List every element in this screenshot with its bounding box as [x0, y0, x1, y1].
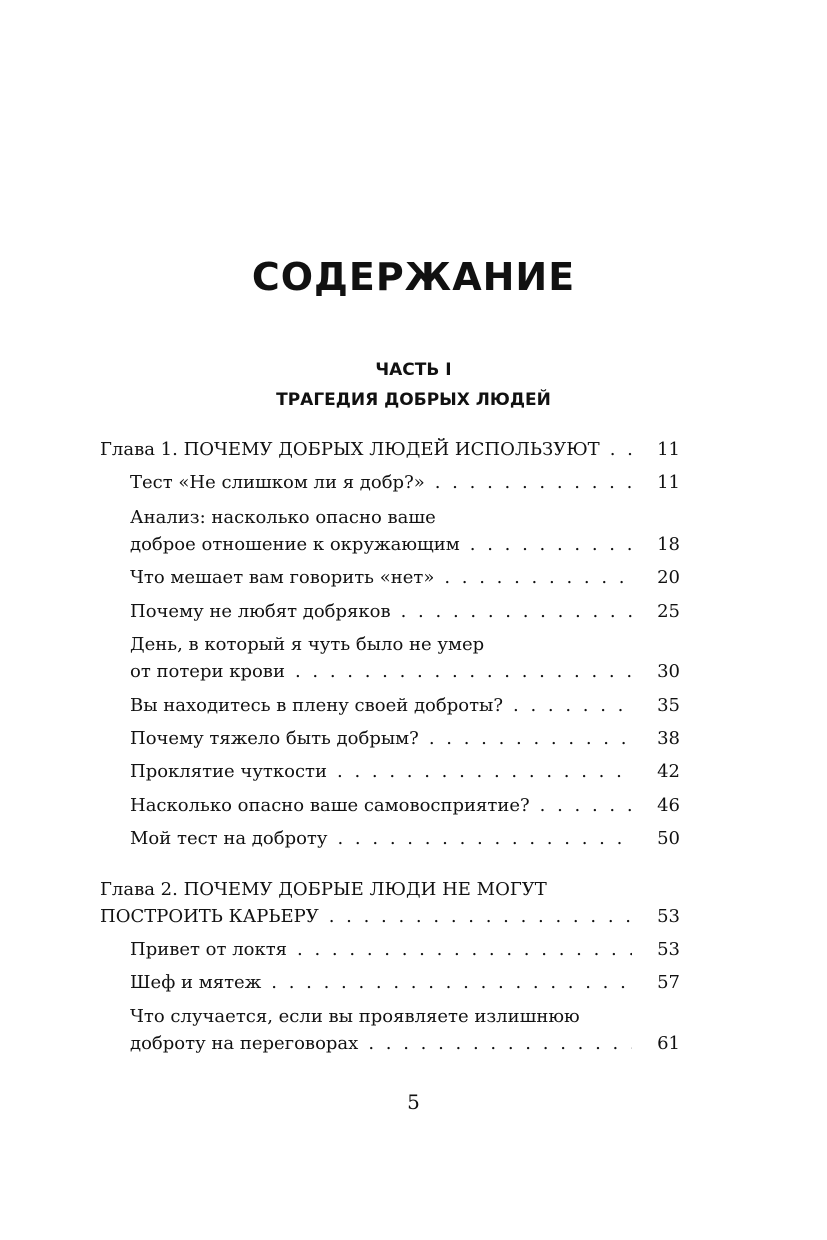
- dot-leader: [295, 657, 632, 687]
- toc-page-number: 18: [657, 534, 680, 555]
- toc-page-number: 38: [657, 728, 680, 749]
- toc-entry[interactable]: [130, 791, 680, 821]
- toc-page-number: 35: [657, 695, 680, 716]
- toc-entry-title: Почему тяжело быть добрым?: [130, 728, 419, 749]
- toc-chapter-2[interactable]: [100, 902, 680, 932]
- dot-leader: [610, 435, 632, 465]
- toc-entry-title: Анализ: насколько опасно ваше: [130, 507, 436, 528]
- toc-entry-title: Глава 1. ПОЧЕМУ ДОБРЫХ ЛЮДЕЙ ИСПОЛЬЗУЮТ: [100, 439, 600, 460]
- toc-entry-title: Что случается, если вы проявляете излишнюю: [130, 1006, 580, 1027]
- dot-leader: [444, 563, 632, 593]
- toc-entry[interactable]: [130, 935, 680, 965]
- toc-page-number: 11: [657, 439, 680, 460]
- toc-entry-title: Мой тест на доброту: [130, 828, 328, 849]
- toc-entry-title: доброту на переговорах: [130, 1033, 359, 1054]
- toc-entry-title: Проклятие чуткости: [130, 761, 327, 782]
- toc-entry-title: Привет от локтя: [130, 939, 288, 960]
- toc-page-number: 57: [657, 972, 680, 993]
- page-number: 5: [407, 1090, 420, 1114]
- toc-entry-title: Вы находитесь в плену своей доброты?: [130, 695, 504, 716]
- toc-page-number: 11: [657, 472, 680, 493]
- dot-leader: [329, 902, 632, 932]
- dot-leader: [337, 757, 632, 787]
- dot-leader: [513, 691, 632, 721]
- toc-chapter-2-line-1[interactable]: [100, 875, 680, 905]
- toc-entry[interactable]: [130, 657, 680, 687]
- dot-leader: [540, 791, 632, 821]
- dot-leader: [401, 597, 632, 627]
- toc-entry-line-1[interactable]: [130, 630, 680, 660]
- toc-entry[interactable]: [130, 597, 680, 627]
- toc-page-number: 53: [657, 939, 680, 960]
- toc-entry[interactable]: [130, 757, 680, 787]
- part-title: ТРАГЕДИЯ ДОБРЫХ ЛЮДЕЙ: [276, 390, 551, 410]
- toc-entry[interactable]: [130, 563, 680, 593]
- toc-page-number: 50: [657, 828, 680, 849]
- dot-leader: [368, 1029, 632, 1059]
- toc-page-number: 30: [657, 661, 680, 682]
- toc-entry[interactable]: [130, 468, 680, 498]
- toc-entry-title: Насколько опасно ваше самовосприятие?: [130, 795, 530, 816]
- toc-entry-line-1[interactable]: [130, 503, 680, 533]
- dot-leader: [337, 824, 632, 854]
- toc-entry-title: Шеф и мятеж: [130, 972, 262, 993]
- toc-entry-title: Тест «Не слишком ли я добр?»: [130, 472, 425, 493]
- toc-entry-title: Глава 2. ПОЧЕМУ ДОБРЫЕ ЛЮДИ НЕ МОГУТ: [100, 879, 547, 900]
- toc-entry-title: ПОСТРОИТЬ КАРЬЕРУ: [100, 906, 319, 927]
- toc-entry[interactable]: [130, 691, 680, 721]
- toc-entry[interactable]: [130, 724, 680, 754]
- part-label: ЧАСТЬ I: [375, 360, 452, 380]
- toc-entry-title: от потери крови: [130, 661, 285, 682]
- toc-page-number: 42: [657, 761, 680, 782]
- toc-entry-title: Что мешает вам говорить «нет»: [130, 567, 435, 588]
- toc-page-number: 46: [657, 795, 680, 816]
- toc-entry-line-1[interactable]: [130, 1002, 680, 1032]
- toc-entry-title: Почему не любят добряков: [130, 601, 391, 622]
- toc-chapter-1[interactable]: [100, 435, 680, 465]
- dot-leader: [470, 530, 632, 560]
- toc-entry-title: доброе отношение к окружающим: [130, 534, 460, 555]
- toc-page-number: 61: [657, 1033, 680, 1054]
- toc-page-number: 20: [657, 567, 680, 588]
- dot-leader: [435, 468, 632, 498]
- page-title: СОДЕРЖАНИЕ: [251, 255, 576, 299]
- toc-page-number: 53: [657, 906, 680, 927]
- dot-leader: [297, 935, 632, 965]
- dot-leader: [271, 968, 632, 998]
- toc-entry[interactable]: [130, 530, 680, 560]
- toc-entry[interactable]: [130, 824, 680, 854]
- toc-entry[interactable]: [130, 1029, 680, 1059]
- toc-entry-title: День, в который я чуть было не умер: [130, 634, 485, 655]
- toc-page-number: 25: [657, 601, 680, 622]
- dot-leader: [429, 724, 632, 754]
- toc-entry[interactable]: [130, 968, 680, 998]
